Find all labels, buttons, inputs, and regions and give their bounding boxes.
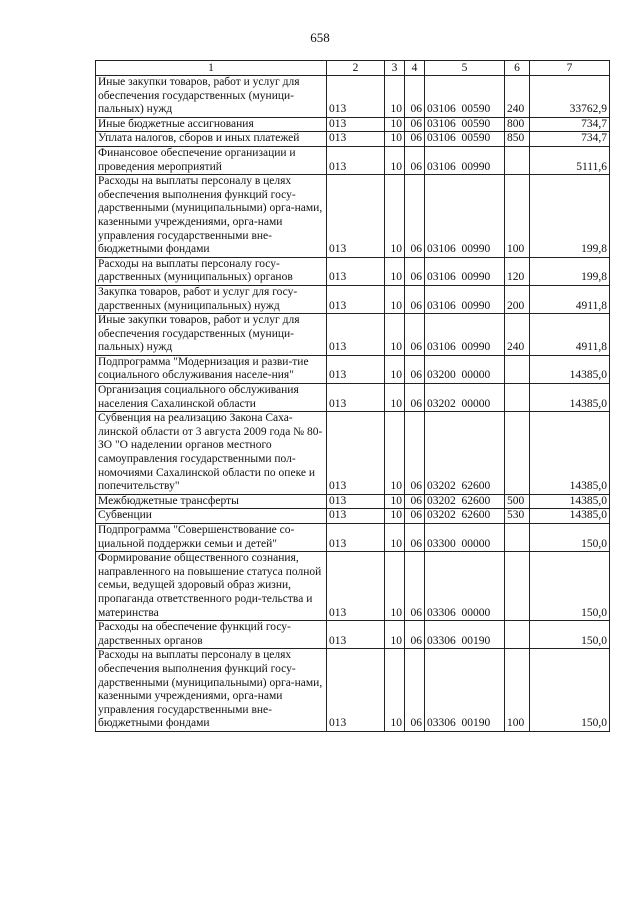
row-section: 10 (385, 355, 405, 383)
page-number: 658 (310, 30, 330, 45)
row-department: 013 (327, 384, 385, 412)
row-expense-type: 120 (505, 257, 530, 285)
row-section: 10 (385, 285, 405, 313)
column-header: 4 (405, 61, 425, 76)
row-name: Организация социального обслуживания населения Сахалинской области (96, 384, 327, 412)
row-subsection: 06 (405, 117, 425, 132)
row-amount: 14385,0 (530, 384, 610, 412)
row-subsection: 06 (405, 132, 425, 147)
row-amount: 199,8 (530, 257, 610, 285)
row-amount: 150,0 (530, 621, 610, 649)
row-subsection: 06 (405, 621, 425, 649)
row-subsection: 06 (405, 384, 425, 412)
row-subsection: 06 (405, 412, 425, 495)
table-row (96, 552, 610, 621)
table-row (96, 117, 610, 132)
row-expense-type: 240 (505, 314, 530, 356)
row-amount: 150,0 (530, 524, 610, 552)
row-amount: 4911,8 (530, 285, 610, 313)
row-expense-type: 200 (505, 285, 530, 313)
row-amount: 14385,0 (530, 509, 610, 524)
row-name: Иные закупки товаров, работ и услуг для обеспечения государственных (муници-пальных) нужд (96, 314, 327, 356)
table-row (96, 146, 610, 174)
row-name: Расходы на обеспечение функций госу-дарственных органов (96, 621, 327, 649)
row-target-article: 03202 62600 (425, 494, 505, 509)
row-department: 013 (327, 285, 385, 313)
row-subsection: 06 (405, 175, 425, 258)
row-amount: 199,8 (530, 175, 610, 258)
row-department: 013 (327, 117, 385, 132)
row-department: 013 (327, 175, 385, 258)
row-section: 10 (385, 384, 405, 412)
row-expense-type (505, 146, 530, 174)
column-header: 3 (385, 61, 405, 76)
row-expense-type (505, 412, 530, 495)
row-expense-type (505, 355, 530, 383)
row-name: Закупка товаров, работ и услуг для госу-дарственных (муниципальных) нужд (96, 285, 327, 313)
row-amount: 14385,0 (530, 412, 610, 495)
row-department: 013 (327, 132, 385, 147)
table-row (96, 384, 610, 412)
row-target-article: 03106 00990 (425, 257, 505, 285)
column-header: 5 (425, 61, 505, 76)
row-amount: 4911,8 (530, 314, 610, 356)
budget-table (95, 60, 610, 732)
row-department: 013 (327, 621, 385, 649)
row-section: 10 (385, 117, 405, 132)
table-row (96, 524, 610, 552)
row-subsection: 06 (405, 314, 425, 356)
row-expense-type: 500 (505, 494, 530, 509)
row-name: Расходы на выплаты персоналу в целях обеспечения выполнения функций госу-дарственными (муниципальными) орга-нами, казенными учреждениями, орга-нами управления государственными вне-бюджетными фондами (96, 649, 327, 732)
column-header: 1 (96, 61, 327, 76)
row-target-article: 03106 00990 (425, 314, 505, 356)
row-department: 013 (327, 524, 385, 552)
row-target-article: 03106 00590 (425, 76, 505, 118)
row-expense-type: 100 (505, 175, 530, 258)
row-section: 10 (385, 649, 405, 732)
row-amount: 150,0 (530, 649, 610, 732)
table-row (96, 621, 610, 649)
row-name: Субвенция на реализацию Закона Саха-линской области от 3 августа 2009 года № 80-ЗО "О наделении органов местного самоуправления государственными пол-номочиями Сахалинской области по опеке и попечительству" (96, 412, 327, 495)
row-department: 013 (327, 509, 385, 524)
row-name: Подпрограмма "Модернизация и разви-тие социального обслуживания населе-ния" (96, 355, 327, 383)
row-amount: 33762,9 (530, 76, 610, 118)
table-row (96, 509, 610, 524)
row-expense-type (505, 524, 530, 552)
row-subsection: 06 (405, 649, 425, 732)
row-target-article: 03202 62600 (425, 412, 505, 495)
row-target-article: 03202 00000 (425, 384, 505, 412)
table-row (96, 285, 610, 313)
row-name: Расходы на выплаты персоналу госу-дарственных (муниципальных) органов (96, 257, 327, 285)
row-target-article: 03300 00000 (425, 524, 505, 552)
row-subsection: 06 (405, 76, 425, 118)
row-amount: 5111,6 (530, 146, 610, 174)
row-section: 10 (385, 132, 405, 147)
row-name: Подпрограмма "Совершенствование со-циальной поддержки семьи и детей" (96, 524, 327, 552)
row-department: 013 (327, 552, 385, 621)
row-expense-type (505, 621, 530, 649)
header-row (96, 61, 610, 76)
row-department: 013 (327, 314, 385, 356)
row-expense-type: 850 (505, 132, 530, 147)
row-name: Финансовое обеспечение организации и проведения мероприятий (96, 146, 327, 174)
row-amount: 14385,0 (530, 355, 610, 383)
row-subsection: 06 (405, 552, 425, 621)
row-name: Иные закупки товаров, работ и услуг для обеспечения государственных (муници-пальных) нужд (96, 76, 327, 118)
row-expense-type: 530 (505, 509, 530, 524)
row-target-article: 03200 00000 (425, 355, 505, 383)
row-target-article: 03106 00590 (425, 117, 505, 132)
row-name: Расходы на выплаты персоналу в целях обеспечения выполнения функций госу-дарственными (муниципальными) орга-нами, казенными учреждениями, орга-нами управления государственными вне-бюджетными фондами (96, 175, 327, 258)
table-row (96, 355, 610, 383)
table-row (96, 76, 610, 118)
row-section: 10 (385, 257, 405, 285)
row-department: 013 (327, 494, 385, 509)
row-section: 10 (385, 509, 405, 524)
row-section: 10 (385, 621, 405, 649)
row-expense-type: 800 (505, 117, 530, 132)
row-department: 013 (327, 412, 385, 495)
row-target-article: 03306 00000 (425, 552, 505, 621)
row-expense-type (505, 552, 530, 621)
row-expense-type (505, 384, 530, 412)
row-section: 10 (385, 175, 405, 258)
row-subsection: 06 (405, 285, 425, 313)
row-department: 013 (327, 146, 385, 174)
row-department: 013 (327, 355, 385, 383)
row-department: 013 (327, 76, 385, 118)
row-subsection: 06 (405, 524, 425, 552)
row-target-article: 03306 00190 (425, 621, 505, 649)
row-target-article: 03202 62600 (425, 509, 505, 524)
row-subsection: 06 (405, 355, 425, 383)
column-header: 7 (530, 61, 610, 76)
row-department: 013 (327, 649, 385, 732)
row-name: Межбюджетные трансферты (96, 494, 327, 509)
table-row (96, 257, 610, 285)
table-row (96, 132, 610, 147)
table-row (96, 649, 610, 732)
row-section: 10 (385, 146, 405, 174)
table-row (96, 175, 610, 258)
row-section: 10 (385, 76, 405, 118)
row-name: Формирование общественного сознания, направленного на повышение статуса полной семьи, ведущей здоровый образ жизни, пропаганда ответственного роди-тельства и материнства (96, 552, 327, 621)
row-subsection: 06 (405, 146, 425, 174)
table-row (96, 412, 610, 495)
row-target-article: 03106 00990 (425, 175, 505, 258)
row-subsection: 06 (405, 509, 425, 524)
row-expense-type: 240 (505, 76, 530, 118)
row-name: Уплата налогов, сборов и иных платежей (96, 132, 327, 147)
row-subsection: 06 (405, 257, 425, 285)
row-target-article: 03306 00190 (425, 649, 505, 732)
row-expense-type: 100 (505, 649, 530, 732)
row-name: Субвенции (96, 509, 327, 524)
row-name: Иные бюджетные ассигнования (96, 117, 327, 132)
row-amount: 734,7 (530, 132, 610, 147)
row-subsection: 06 (405, 494, 425, 509)
row-department: 013 (327, 257, 385, 285)
row-target-article: 03106 00590 (425, 132, 505, 147)
table-row (96, 314, 610, 356)
row-amount: 734,7 (530, 117, 610, 132)
table-row (96, 494, 610, 509)
row-section: 10 (385, 412, 405, 495)
row-target-article: 03106 00990 (425, 146, 505, 174)
column-header: 6 (505, 61, 530, 76)
column-header: 2 (327, 61, 385, 76)
row-section: 10 (385, 494, 405, 509)
row-section: 10 (385, 552, 405, 621)
row-amount: 150,0 (530, 552, 610, 621)
row-amount: 14385,0 (530, 494, 610, 509)
row-section: 10 (385, 524, 405, 552)
row-section: 10 (385, 314, 405, 356)
row-target-article: 03106 00990 (425, 285, 505, 313)
